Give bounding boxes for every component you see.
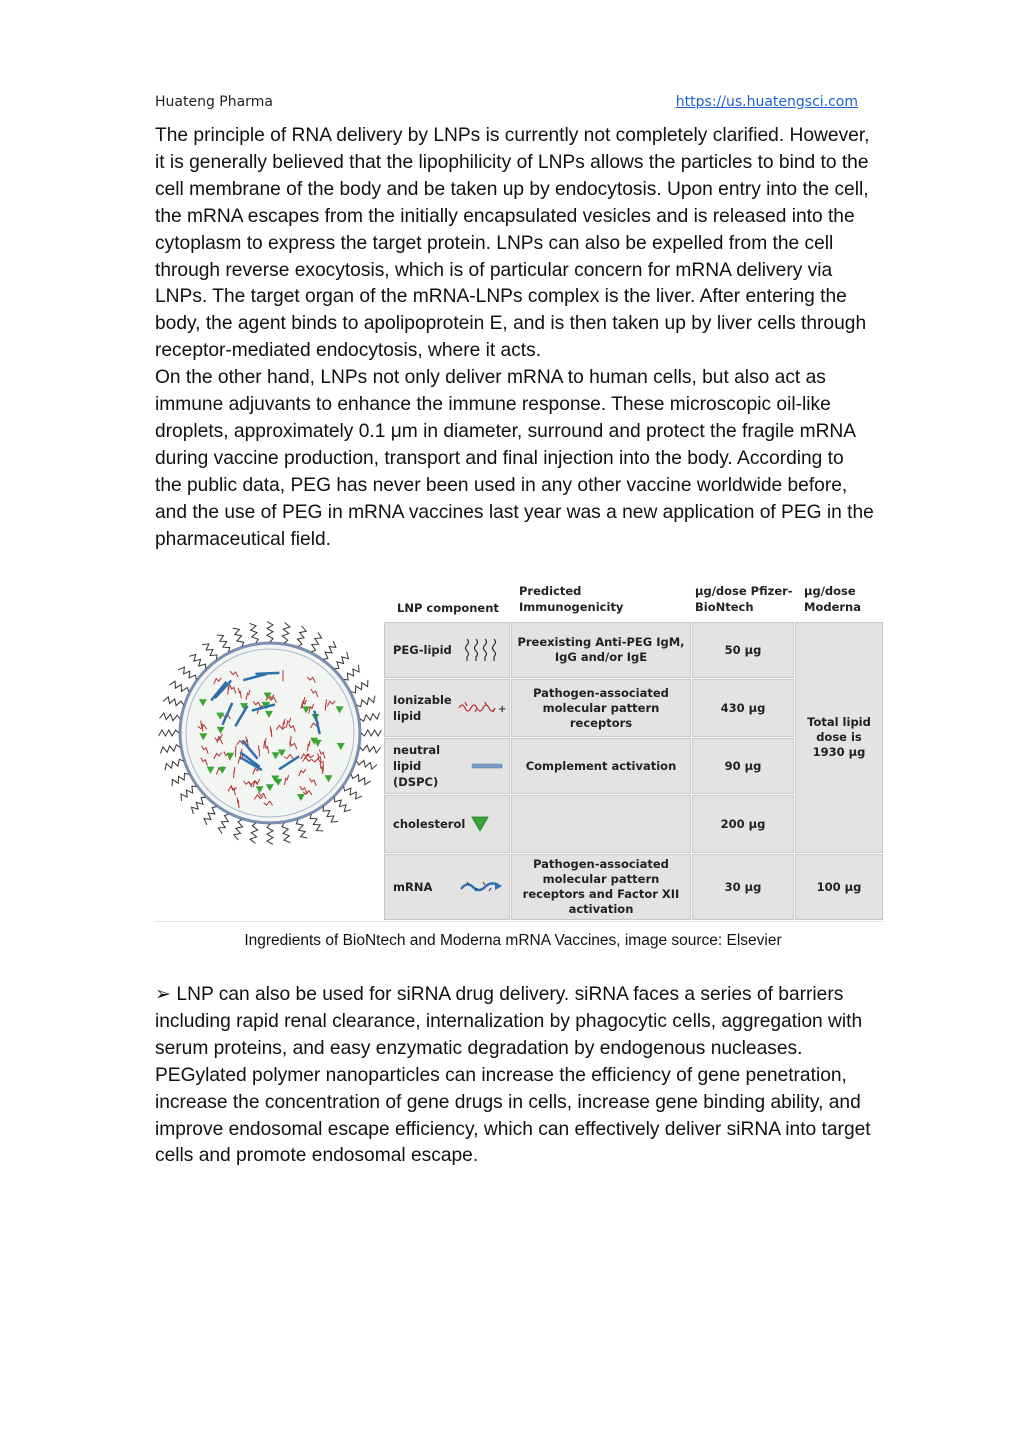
peg-chain — [360, 745, 381, 753]
ionizable-lipid-icon — [457, 698, 507, 718]
mrna-mark — [256, 673, 280, 674]
peg-chain — [217, 635, 230, 652]
row-mrna-pfizer: 30 μg — [692, 854, 794, 920]
peg-chain — [334, 652, 348, 669]
lnp-shell — [180, 643, 360, 823]
peg-chain — [172, 773, 189, 786]
component-label: mRNA — [393, 880, 433, 894]
peg-chain — [267, 622, 273, 642]
peg-chain — [204, 807, 216, 825]
cholesterol-icon — [471, 816, 489, 832]
row-peg-lipid-immunogenicity: Preexisting Anti-PEG IgM, IgG and/or IgE — [511, 622, 691, 678]
peg-chain — [234, 820, 243, 840]
header-moderna-dose: μg/dose Moderna — [804, 584, 861, 614]
peg-chain — [357, 760, 377, 769]
peg-chain — [181, 786, 197, 801]
peg-chain — [323, 807, 338, 823]
peg-chain — [282, 623, 290, 644]
header-predicted-immunogenicity: Predicted Immunogenicity — [519, 584, 624, 614]
component-label: PEG-lipid — [393, 643, 452, 657]
peg-chain — [296, 820, 307, 839]
peg-chain — [357, 696, 376, 707]
row-ionizable-lipid-immunogenicity: Pathogen-associated molecular pattern receptors — [511, 679, 691, 737]
bullet-text: LNP can also be used for siRNA drug delivery. siRNA faces a series of barriers including rapid renal clearance, internalization by phagocytic cells, aggregation with serum proteins, and easy enzymatic degradation by endogenous nucleases. PEGylated polymer nanoparticles can increase the efficiency of gene penetration, increase the concentration of gene drugs in cells, increase gene binding ability, and improve endosomal escape efficiency, which can effectively deliver siRNA into target cells and promote endosomal escape. — [155, 984, 871, 1167]
company-name: Huateng Pharma — [155, 94, 273, 110]
paragraph-immune-adjuvant: On the other hand, LNPs not only deliver mRNA to human cells, but also act as immune adjuvants to enhance the immune response. These microscopic oil-like droplets, approximately 0.1 μm in diameter, surround and protect the fragile mRNA during vaccine production, transport and final injection into the body. According to the public data, PEG has never been used in any other vaccine worldwide before, and the use of PEG in mRNA vaccines last year was a new application of PEG in the pharmaceutical field. — [155, 367, 874, 550]
component-label: neutral lipid (DSPC) — [393, 743, 441, 789]
peg-chain — [361, 730, 381, 736]
row-mrna-immunogenicity: Pathogen-associated molecular pattern receptors and Factor XII activation — [511, 854, 691, 920]
company-url-link[interactable]: https://us.huatengsci.com — [675, 94, 858, 110]
row-neutral-lipid-pfizer: 90 μg — [692, 738, 794, 794]
page-header — [155, 94, 858, 116]
moderna-total-lipid-cell: Total lipid dose is 1930 μg — [795, 622, 883, 853]
peg-chain — [297, 626, 306, 646]
header-lnp-component: LNP component — [397, 601, 499, 615]
peg-chain — [218, 814, 228, 834]
peg-lipid-icon — [463, 637, 503, 663]
row-neutral-lipid-component — [384, 738, 510, 794]
figure-caption: Ingredients of BioNtech and Moderna mRNA Vaccines, image source: Elsevier — [244, 932, 782, 949]
body-paragraphs — [155, 123, 875, 554]
peg-chain — [233, 628, 244, 647]
mrna-icon — [459, 877, 503, 897]
row-mrna-moderna: 100 μg — [795, 854, 883, 920]
bullet-paragraph — [155, 982, 875, 1170]
peg-chain — [192, 797, 206, 814]
peg-chain — [189, 655, 206, 669]
row-cholesterol-component — [384, 795, 510, 853]
peg-chain — [169, 681, 189, 691]
peg-chain — [344, 787, 362, 799]
peg-chain — [267, 824, 273, 844]
peg-chain — [178, 667, 196, 679]
svg-text:+: + — [498, 704, 507, 715]
header-pfizer-dose: μg/dose Pfizer-BioNtech — [695, 584, 793, 614]
figure-bottom-rule — [155, 921, 883, 922]
row-mrna-component — [384, 854, 510, 920]
component-label: cholesterol — [393, 817, 466, 831]
peg-chain — [351, 680, 368, 693]
peg-chain — [310, 814, 323, 831]
peg-chain — [159, 730, 179, 736]
row-cholesterol-pfizer: 200 μg — [692, 795, 794, 853]
peg-chain — [344, 665, 360, 680]
paragraph-lnp-delivery: The principle of RNA delivery by LNPs is currently not completely clarified. However, it is generally believed that the lipophilicity of LNPs allows the particles to bind to the cell membrane of the body and be taken up by endocytosis. Upon entry into the cell, the mRNA escapes from the initially encapsulated vesicles and is released into the cytoplasm to express the target protein. LNPs can also be expelled from the cell through reverse exocytosis, which is of particular concern for mRNA delivery via LNPs. The target organ of the mRNA-LNPs complex is the liver. After entering the body, the agent binds to apolipoprotein E, and is then taken up by liver cells through receptor-mediated endocytosis, where it acts. — [155, 125, 870, 362]
peg-chain — [250, 623, 259, 643]
peg-chain — [360, 713, 380, 722]
row-cholesterol-immunogenicity — [511, 795, 691, 853]
component-label: Ionizable lipid — [393, 693, 452, 723]
row-neutral-lipid-immunogenicity: Complement activation — [511, 738, 691, 794]
peg-chain — [324, 641, 336, 659]
row-ionizable-lipid-pfizer: 430 μg — [692, 679, 794, 737]
peg-chain — [334, 797, 351, 811]
peg-chain — [160, 745, 180, 754]
peg-chain — [202, 644, 217, 660]
peg-chain — [163, 697, 183, 706]
row-peg-lipid-pfizer: 50 μg — [692, 622, 794, 678]
peg-chain — [165, 759, 184, 770]
row-ionizable-lipid-component — [384, 679, 510, 737]
bullet-arrow-icon: ➢ — [155, 984, 172, 1005]
peg-chain — [160, 713, 181, 721]
peg-chain — [282, 823, 291, 843]
lnp-particle-illustration — [155, 618, 385, 848]
peg-chain — [311, 632, 321, 652]
neutral-lipid-icon — [471, 761, 503, 771]
row-peg-lipid-component — [384, 622, 510, 678]
peg-chain — [351, 774, 371, 784]
peg-chain — [250, 823, 258, 844]
lnp-figure — [155, 580, 883, 922]
